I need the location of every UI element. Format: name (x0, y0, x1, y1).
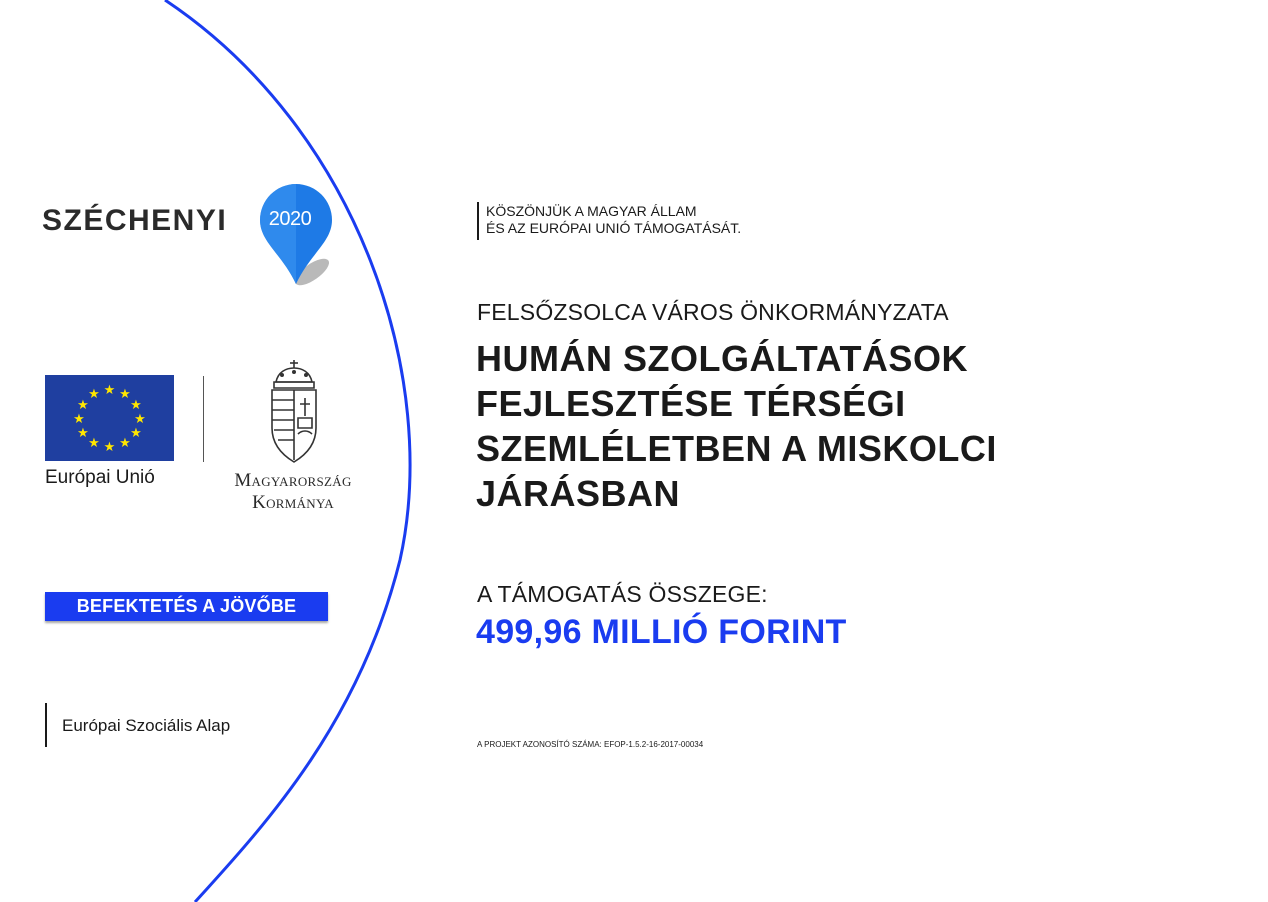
svg-text:★: ★ (88, 387, 100, 402)
svg-text:★: ★ (77, 426, 89, 441)
szechenyi-year: 2020 (268, 208, 312, 230)
hungarian-coat-of-arms-icon (262, 358, 326, 468)
thanks-line1: KÖSZÖNJÜK A MAGYAR ÁLLAM (486, 203, 697, 219)
project-title-line3: SZEMLÉLETBEN A MISKOLCI (476, 428, 997, 469)
svg-text:★: ★ (103, 440, 116, 455)
government-label-line1: Magyarország (234, 470, 352, 491)
support-amount: 499,96 MILLIÓ FORINT (476, 613, 847, 651)
project-title-line4: JÁRÁSBAN (476, 473, 681, 514)
fund-label-bar (45, 703, 47, 747)
logo-divider (203, 376, 204, 462)
eu-flag-icon (45, 375, 174, 461)
government-label (208, 470, 378, 514)
svg-text:★: ★ (77, 398, 89, 413)
government-label-line2: Kormánya (252, 492, 334, 513)
svg-text:★: ★ (130, 398, 142, 413)
svg-text:★: ★ (73, 412, 85, 427)
organization-name: FELSŐZSOLCA VÁROS ÖNKORMÁNYZATA (477, 299, 949, 325)
map-pin-icon (252, 184, 372, 294)
project-title (476, 336, 1176, 516)
support-amount-label: A TÁMOGATÁS ÖSSZEGE: (477, 581, 768, 607)
svg-text:★: ★ (119, 436, 131, 451)
slogan-banner: BEFEKTETÉS A JÖVŐBE (45, 592, 328, 621)
thanks-text (486, 203, 741, 237)
eu-label: Európai Unió (45, 467, 155, 488)
szechenyi-2020-logo (42, 184, 342, 294)
thanks-bar (477, 202, 479, 240)
project-title-line1: HUMÁN SZOLGÁLTATÁSOK (476, 338, 968, 379)
svg-text:★: ★ (88, 436, 100, 451)
svg-text:★: ★ (134, 412, 146, 427)
svg-text:★: ★ (130, 426, 142, 441)
szechenyi-wordmark: SZÉCHENYI (42, 204, 228, 237)
project-title-line2: FEJLESZTÉSE TÉRSÉGI (476, 383, 906, 424)
svg-text:★: ★ (119, 387, 131, 402)
svg-text:★: ★ (103, 383, 116, 398)
project-id: A PROJEKT AZONOSÍTÓ SZÁMA: EFOP-1.5.2-16-2017-00034 (477, 740, 704, 749)
fund-label: Európai Szociális Alap (62, 716, 231, 735)
thanks-line2: ÉS AZ EURÓPAI UNIÓ TÁMOGATÁSÁT. (486, 220, 742, 236)
